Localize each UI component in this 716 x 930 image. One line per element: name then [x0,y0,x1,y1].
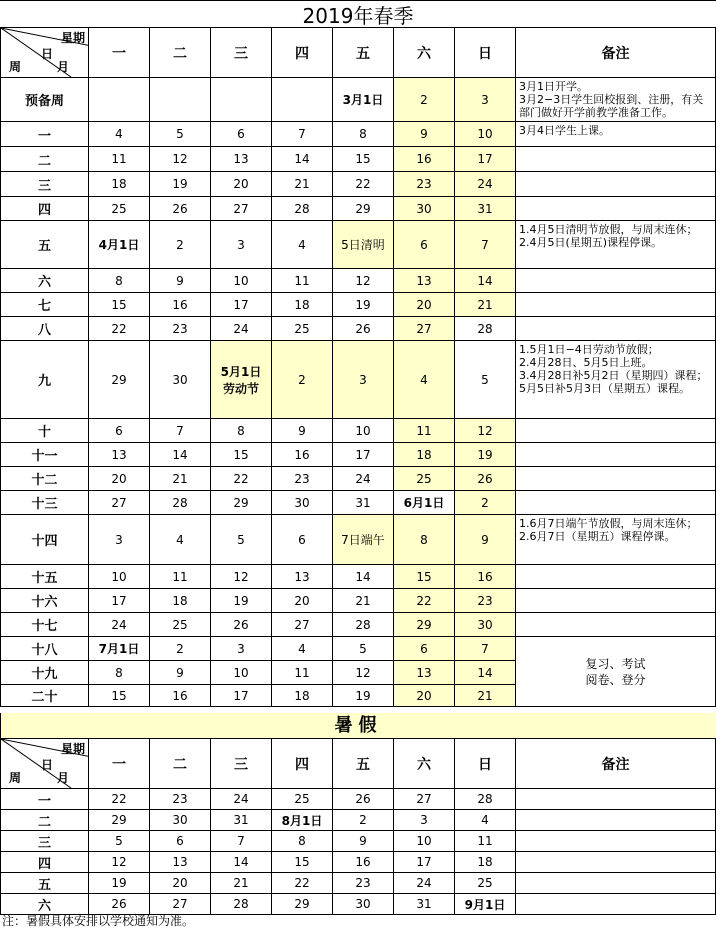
day-cell: 18 [150,589,211,613]
day-cell: 24 [89,613,150,637]
day-cell: 28 [455,317,516,341]
day-cell: 6 [272,515,333,565]
day-cell: 14 [333,565,394,589]
day-cell: 3 [211,221,272,269]
table-row [1,172,716,197]
week-label: 五 [1,873,89,894]
day-cell: 17 [211,685,272,707]
week-label: 三 [1,831,89,852]
week-label: 七 [1,293,89,317]
day-cell: 14 [272,147,333,172]
day-cell: 30 [455,613,516,637]
table-row [1,443,716,467]
day-cell: 21 [272,172,333,197]
note-cell: 1.4月5日清明节放假，与周末连休； 2.4月5日(星期五)课程停课。 [516,221,716,269]
day-cell: 5 [89,831,150,852]
day-cell: 10 [89,565,150,589]
day-cell: 9 [333,831,394,852]
day-cell: 20 [89,467,150,491]
day-cell: 25 [455,873,516,894]
week-label: 四 [1,197,89,221]
table-row [1,810,716,831]
day-cell: 23 [272,467,333,491]
day-cell: 26 [150,197,211,221]
day-cell: 7 [455,637,516,661]
weekday-header: 一 [89,28,150,78]
weekday-header: 日 [455,28,516,78]
day-cell: 24 [394,873,455,894]
note-cell: 3月4日学生上课。 [516,122,716,147]
note-cell [516,269,716,293]
day-cell: 16 [333,852,394,873]
day-cell [211,78,272,122]
day-cell: 25 [272,789,333,810]
day-cell [89,78,150,122]
day-cell: 31 [333,491,394,515]
day-cell: 5 [455,341,516,419]
spring-corner-cell [1,28,89,78]
day-cell: 4 [394,341,455,419]
day-cell: 9 [455,515,516,565]
note-cell [516,443,716,467]
corner-label-right: 月 [57,60,70,74]
table-row [1,221,716,269]
day-cell: 10 [455,122,516,147]
day-cell: 12 [333,269,394,293]
day-cell: 18 [89,172,150,197]
day-cell: 10 [211,661,272,685]
day-cell: 30 [150,810,211,831]
day-cell: 21 [211,873,272,894]
day-cell: 3 [394,810,455,831]
note-cell [516,789,716,810]
day-cell: 13 [394,661,455,685]
week-label: 五 [1,221,89,269]
day-cell: 15 [272,852,333,873]
day-cell: 21 [455,685,516,707]
day-cell: 27 [272,613,333,637]
day-cell: 8 [211,419,272,443]
week-label: 十三 [1,491,89,515]
day-cell: 2 [272,341,333,419]
day-cell: 31 [211,810,272,831]
week-label: 一 [1,122,89,147]
day-cell: 17 [455,147,516,172]
note-cell [516,810,716,831]
day-cell: 19 [211,589,272,613]
day-cell: 31 [394,894,455,915]
day-cell: 10 [394,831,455,852]
day-cell: 26 [211,613,272,637]
day-cell: 3 [333,341,394,419]
corner-label-left: 周 [9,771,22,785]
day-cell: 11 [455,831,516,852]
day-cell: 20 [211,172,272,197]
day-cell: 22 [272,873,333,894]
day-cell: 17 [211,293,272,317]
day-cell: 9 [272,419,333,443]
week-label: 十六 [1,589,89,613]
day-cell: 24 [211,789,272,810]
day-cell: 7 [211,831,272,852]
day-cell: 19 [455,443,516,467]
week-label: 二 [1,147,89,172]
day-cell: 4 [89,122,150,147]
week-label: 六 [1,269,89,293]
weekday-header: 日 [455,739,516,789]
day-cell: 3 [211,637,272,661]
day-cell: 27 [394,317,455,341]
day-cell: 3 [455,78,516,122]
week-label: 十二 [1,467,89,491]
day-cell: 12 [455,419,516,443]
day-cell: 2 [150,221,211,269]
weekday-header: 二 [150,28,211,78]
day-cell: 20 [272,589,333,613]
note-cell [516,317,716,341]
day-cell: 28 [333,613,394,637]
day-cell: 18 [272,293,333,317]
day-cell: 15 [89,293,150,317]
day-cell: 13 [272,565,333,589]
summer-corner-cell [1,739,89,789]
day-cell: 20 [394,685,455,707]
day-cell: 13 [211,147,272,172]
day-cell: 7 [150,419,211,443]
day-cell: 11 [272,661,333,685]
note-cell [516,467,716,491]
table-row [1,852,716,873]
day-cell: 10 [333,419,394,443]
day-cell: 22 [89,789,150,810]
footer-note: 注：暑假具体安排以学校通知为准。 [2,914,195,928]
table-row [1,317,716,341]
day-cell: 7日端午 [333,515,394,565]
note-cell: 复习、考试 阅卷、登分 [516,637,716,707]
day-cell: 11 [89,147,150,172]
note-cell: 1.6月7日端午节放假，与周末连休； 2.6月7日（星期五）课程停课。 [516,515,716,565]
table-row [1,147,716,172]
day-cell: 4 [272,637,333,661]
day-cell: 23 [150,317,211,341]
day-cell: 15 [394,565,455,589]
day-cell: 15 [333,147,394,172]
day-cell: 7 [455,221,516,269]
notes-header: 备注 [516,28,716,78]
day-cell: 6 [394,637,455,661]
day-cell: 22 [89,317,150,341]
day-cell: 23 [394,172,455,197]
weekday-header: 四 [272,739,333,789]
day-cell: 29 [394,613,455,637]
day-cell: 4月1日 [89,221,150,269]
day-cell: 30 [394,197,455,221]
day-cell [272,78,333,122]
table-row [1,789,716,810]
table-row [1,122,716,147]
weekday-header: 一 [89,739,150,789]
day-cell: 14 [150,443,211,467]
day-cell: 29 [272,894,333,915]
week-label: 十八 [1,637,89,661]
day-cell: 5 [150,122,211,147]
note-cell [516,419,716,443]
day-cell: 29 [333,197,394,221]
day-cell: 23 [333,873,394,894]
day-cell: 5日清明 [333,221,394,269]
day-cell: 8 [333,122,394,147]
note-cell [516,894,716,915]
day-cell: 19 [333,685,394,707]
page-title: 2019年春季 [0,0,716,28]
day-cell: 29 [89,341,150,419]
day-cell: 29 [211,491,272,515]
note-cell [516,852,716,873]
day-cell: 5 [333,637,394,661]
week-label: 三 [1,172,89,197]
day-cell: 26 [333,789,394,810]
day-cell: 9月1日 [455,894,516,915]
corner-label-left: 周 [9,60,22,74]
week-label: 一 [1,789,89,810]
note-cell: 1.5月1日−4日劳动节放假； 2.4月28日、5月5日上班。 3.4月28日补5月2日（星期四）课程；5月5日补5月3日（星期五）课程。 [516,341,716,419]
day-cell: 16 [272,443,333,467]
day-cell: 26 [89,894,150,915]
day-cell: 10 [211,269,272,293]
weekday-header: 三 [211,739,272,789]
day-cell: 2 [150,637,211,661]
day-cell: 28 [455,789,516,810]
day-cell: 6 [211,122,272,147]
spring-header-row [1,28,716,78]
day-cell: 19 [89,873,150,894]
day-cell: 8 [89,661,150,685]
day-cell: 30 [150,341,211,419]
note-cell [516,491,716,515]
week-label: 十一 [1,443,89,467]
weekday-header: 五 [333,739,394,789]
week-label: 四 [1,852,89,873]
day-cell: 9 [150,661,211,685]
day-cell: 17 [394,852,455,873]
day-cell: 8 [272,831,333,852]
day-cell: 19 [150,172,211,197]
table-row [1,515,716,565]
table-row [1,589,716,613]
day-cell: 8月1日 [272,810,333,831]
day-cell: 14 [455,269,516,293]
week-label: 预备周 [1,78,89,122]
day-cell: 24 [455,172,516,197]
day-cell: 12 [211,565,272,589]
day-cell: 24 [211,317,272,341]
day-cell: 4 [150,515,211,565]
day-cell: 9 [150,269,211,293]
day-cell: 5月1日 劳动节 [211,341,272,419]
table-row [1,491,716,515]
day-cell: 12 [89,852,150,873]
day-cell: 28 [211,894,272,915]
day-cell: 23 [150,789,211,810]
table-row [1,613,716,637]
day-cell: 2 [333,810,394,831]
day-cell: 6月1日 [394,491,455,515]
week-label: 九 [1,341,89,419]
note-cell [516,873,716,894]
weekday-header: 二 [150,739,211,789]
day-cell: 8 [394,515,455,565]
day-cell: 4 [455,810,516,831]
week-label: 十 [1,419,89,443]
weekday-header: 六 [394,28,455,78]
week-label: 十九 [1,661,89,685]
week-label: 六 [1,894,89,915]
day-cell: 11 [394,419,455,443]
note-cell: 3月1日开学。 3月2−3日学生回校报到、注册，有关部门做好开学前教学准备工作。 [516,78,716,122]
day-cell: 25 [272,317,333,341]
day-cell: 15 [211,443,272,467]
table-row [1,341,716,419]
note-cell [516,565,716,589]
day-cell: 6 [89,419,150,443]
day-cell: 26 [455,467,516,491]
day-cell: 28 [150,491,211,515]
day-cell: 3 [89,515,150,565]
day-cell: 27 [89,491,150,515]
day-cell: 25 [394,467,455,491]
day-cell: 14 [455,661,516,685]
table-row [1,467,716,491]
corner-label-top: 星期 [60,742,85,756]
day-cell: 26 [333,317,394,341]
day-cell: 16 [394,147,455,172]
note-cell [516,831,716,852]
table-row [1,197,716,221]
week-label: 十五 [1,565,89,589]
day-cell: 14 [211,852,272,873]
day-cell: 12 [150,147,211,172]
day-cell [150,78,211,122]
note-cell [516,613,716,637]
table-row [1,269,716,293]
note-cell [516,197,716,221]
day-cell: 6 [150,831,211,852]
week-label: 二十 [1,685,89,707]
day-cell: 7 [272,122,333,147]
day-cell: 16 [455,565,516,589]
day-cell: 18 [394,443,455,467]
day-cell: 4 [272,221,333,269]
day-cell: 30 [333,894,394,915]
day-cell: 16 [150,685,211,707]
notes-header: 备注 [516,739,716,789]
day-cell: 13 [394,269,455,293]
summer-title: 暑假 [0,713,716,738]
day-cell: 29 [89,810,150,831]
day-cell: 3月1日 [333,78,394,122]
day-cell: 25 [150,613,211,637]
day-cell: 27 [394,789,455,810]
note-cell [516,172,716,197]
day-cell: 31 [455,197,516,221]
day-cell: 22 [394,589,455,613]
weekday-header: 四 [272,28,333,78]
day-cell: 2 [455,491,516,515]
corner-label-mid: 日 [41,758,54,772]
weekday-header: 三 [211,28,272,78]
week-label: 十七 [1,613,89,637]
day-cell: 17 [89,589,150,613]
day-cell: 15 [89,685,150,707]
day-cell: 24 [333,467,394,491]
table-row [1,831,716,852]
day-cell: 12 [333,661,394,685]
corner-label-right: 月 [57,771,70,785]
day-cell: 13 [150,852,211,873]
corner-label-mid: 日 [41,47,54,61]
day-cell: 2 [394,78,455,122]
table-row [1,565,716,589]
day-cell: 20 [150,873,211,894]
day-cell: 11 [150,565,211,589]
day-cell: 17 [333,443,394,467]
day-cell: 18 [272,685,333,707]
table-row [1,293,716,317]
day-cell: 23 [455,589,516,613]
weekday-header: 六 [394,739,455,789]
day-cell: 6 [394,221,455,269]
table-row [1,78,716,122]
table-row [1,637,716,661]
table-row [1,419,716,443]
summer-calendar-table [0,738,716,915]
day-cell: 22 [211,467,272,491]
day-cell: 27 [150,894,211,915]
day-cell: 13 [89,443,150,467]
day-cell: 25 [89,197,150,221]
day-cell: 19 [333,293,394,317]
day-cell: 21 [333,589,394,613]
day-cell: 9 [394,122,455,147]
week-label: 八 [1,317,89,341]
day-cell: 21 [150,467,211,491]
day-cell: 20 [394,293,455,317]
summer-header-row [1,739,716,789]
note-cell [516,293,716,317]
day-cell: 21 [455,293,516,317]
note-cell [516,589,716,613]
day-cell: 22 [333,172,394,197]
day-cell: 11 [272,269,333,293]
table-row [1,873,716,894]
day-cell: 27 [211,197,272,221]
week-label: 十四 [1,515,89,565]
day-cell: 16 [150,293,211,317]
weekday-header: 五 [333,28,394,78]
corner-label-top: 星期 [60,31,85,45]
week-label: 二 [1,810,89,831]
day-cell: 7月1日 [89,637,150,661]
day-cell: 30 [272,491,333,515]
day-cell: 28 [272,197,333,221]
day-cell: 18 [455,852,516,873]
note-cell [516,147,716,172]
spring-calendar-table [0,27,716,707]
day-cell: 8 [89,269,150,293]
day-cell: 5 [211,515,272,565]
